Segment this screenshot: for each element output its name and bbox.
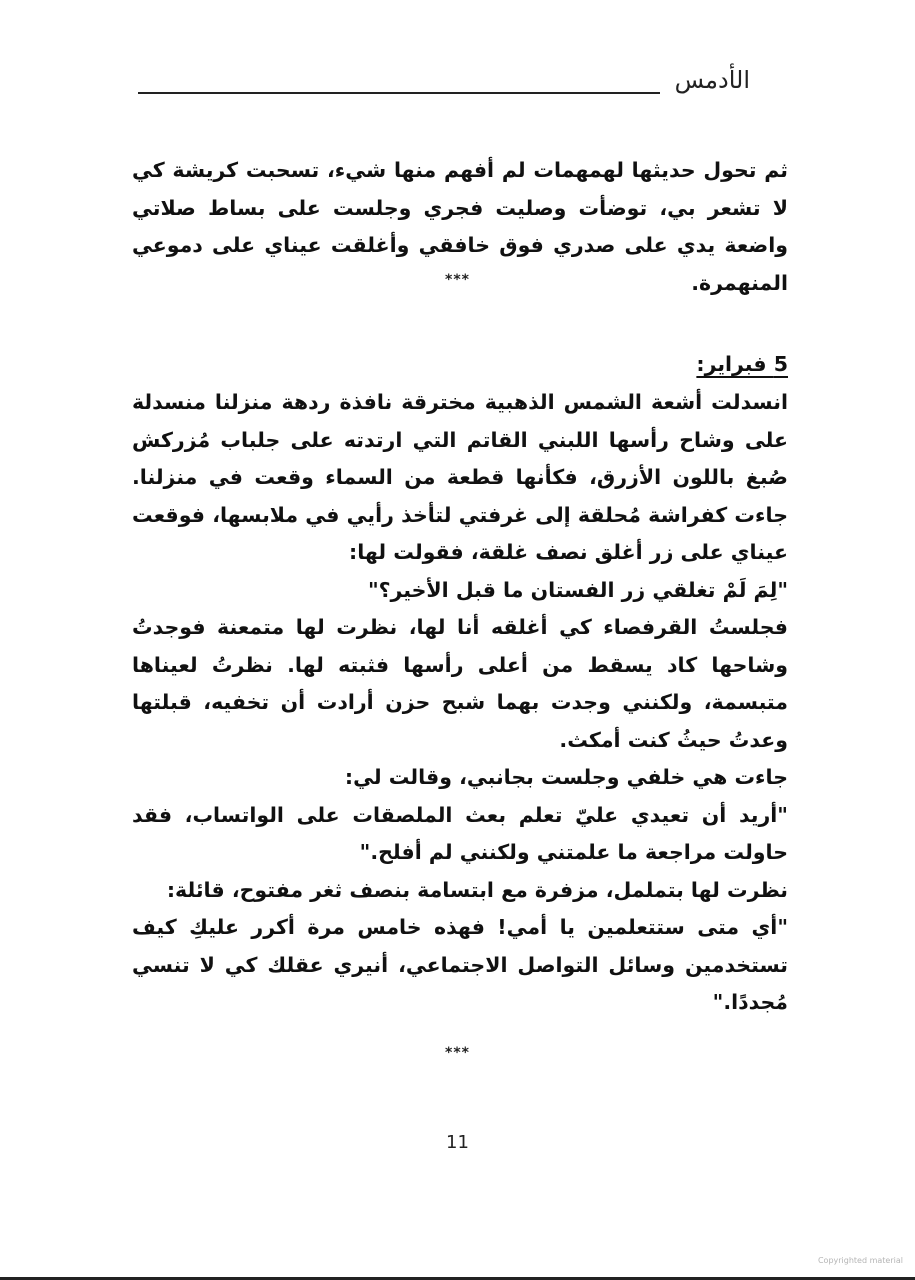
book-title: الأدمس <box>674 66 750 94</box>
paragraph: جاءت هي خلفي وجلست بجانبي، وقالت لي: <box>344 765 788 789</box>
paragraph: انسدلت أشعة الشمس الذهبية مخترقة نافذة ردهة منزلنا منسدلة على وشاح رأسها اللبني القاتم التي ارتدته على جلباب مُزركش صُبغ باللون الأزرق، فكأنها قطعة من السماء وقعت في منزلنا. جاءت كفراشة مُحلقة إلى غرفتي لتأخذ رأيي في ملابسها، فوقعت عيناي على زر أغلق نصف غلقة، فقولت لها: <box>132 390 788 564</box>
section-separator: *** <box>445 272 470 288</box>
section-separator: *** <box>445 1045 470 1061</box>
paragraph: فجلستُ القرفصاء كي أغلقه أنا لها، نظرت لها متمعنة فوجدتُ وشاحها كاد يسقط من أعلى رأسها فثبته لها. نظرتُ لعيناها متبسمة، ولكنني وجدت بهما شبح حزن أرادت أن تخفيه، قبلتها وعدتُ حيثُ كنت أمكث. <box>132 615 788 752</box>
diary-entry-date: 5 فبراير: <box>696 352 788 376</box>
dialogue-line: "لِمَ لَمْ تغلقي زر الفستان ما قبل الأخير؟" <box>367 577 788 602</box>
header-rule <box>138 92 660 94</box>
copyright-watermark: Copyrighted material <box>817 1256 903 1265</box>
running-header <box>138 62 750 102</box>
diary-entry-body <box>132 384 788 1022</box>
page-number: 11 <box>446 1132 469 1153</box>
dialogue-line: "أريد أن تعيدي عليّ تعلم بعث الملصقات على الواتساب، فقد حاولت مراجعة ما علمتني ولكنني لم أفلح." <box>132 802 788 864</box>
paragraph: نظرت لها بتململ، مزفرة مع ابتسامة بنصف ثغر مفتوح، قائلة: <box>166 877 788 902</box>
dialogue-line: "أي متى ستتعلمين يا أمي! فهذه خامس مرة أكرر عليكِ كيف تستخدمين وسائل التواصل الاجتماعي، أنيري عقلك كي لا تنسي مُجددًا." <box>132 915 788 1014</box>
paragraph: ثم تحول حديثها لهمهمات لم أفهم منها شيء، تسحبت كريشة كي لا تشعر بي، توضأت وصليت فجري وجلست على بساط صلاتي واضعة يدي على صدري فوق خافقي وأغلقت عيناي على دموعي المنهمرة. <box>132 158 788 295</box>
